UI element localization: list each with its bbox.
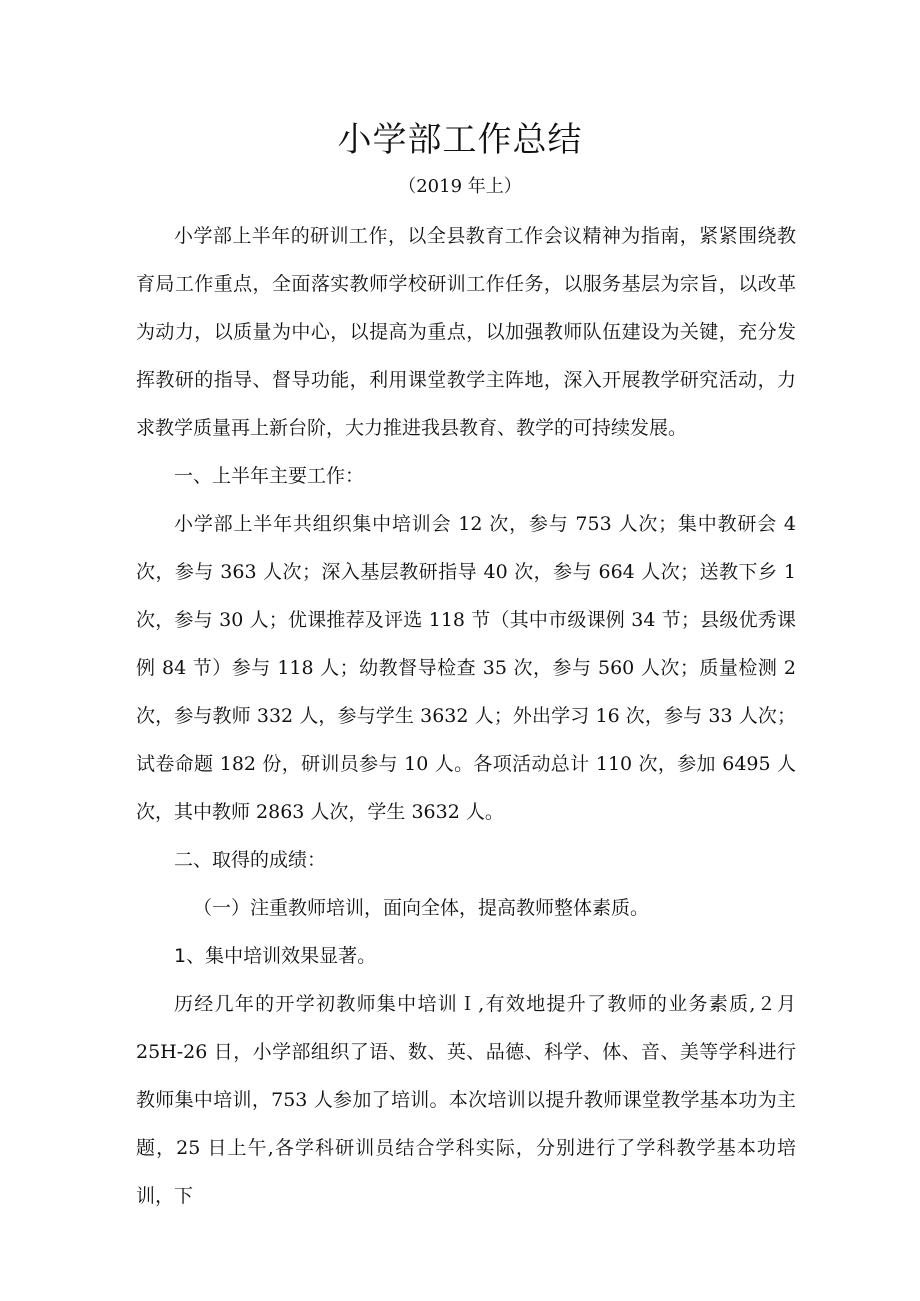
document-title: 小学部工作总结 bbox=[337, 120, 583, 160]
training-paragraph: 历经几年的开学初教师集中培训Ｉ,有效地提升了教师的业务素质,２月 25H-26 日，小学部组织了语、数、英、品德、科学、体、音、美等学科进行教师集中培训，753 人参加了培训。本次培训以提升教师课堂教学基本功为主题，25 日上午,各学科研训员结合学科实际，分别进行了学科教学基本功培训，下 bbox=[136, 993, 796, 1207]
intro-paragraph: 小学部上半年的研训工作，以全县教育工作会议精神为指南，紧紧围绕教育局工作重点，全面落实教师学校研训工作任务，以服务基层为宗旨，以改革为动力，以质量为中心，以提高为重点，以加强教师队伍建设为关键，充分发挥教研的指导、督导功能，利用课堂教学主阵地，深入开展教学研究活动，力求教学质量再上新台阶，大力推进我县教育、教学的可持续发展。 bbox=[136, 225, 796, 439]
subsection-heading-1: （一）注重教师培训，面向全体，提高教师整体素质。 bbox=[193, 897, 650, 919]
item-heading-1: 1、集中培训效果显著。 bbox=[174, 945, 377, 967]
work-stats-paragraph: 小学部上半年共组织集中培训会 12 次，参与 753 人次；集中教研会 4 次，参与 363 人次；深入基层教研指导 40 次，参与 664 人次；送教下乡 1 次，参与 30 人；优课推荐及评选 118 节（其中市级课例 34 节；县级优秀课例 84 节）参与 118 人；幼教督导检查 35 次，参与 560 人次；质量检测 2 次，参与教师 332 人，参与学生 3632 人；外出学习 16 次，参与 33 人次；试卷命题 182 份，研训员参与 10 人。各项活动总计 110 次，参加 6495 人次，其中教师 2863 人次，学生 3632 人。 bbox=[136, 513, 796, 823]
document-subtitle: （2019 年上） bbox=[398, 176, 522, 197]
section-heading-2: 二、取得的成绩： bbox=[174, 849, 327, 871]
section-heading-1: 一、上半年主要工作： bbox=[174, 465, 365, 487]
document-body bbox=[136, 212, 796, 1220]
